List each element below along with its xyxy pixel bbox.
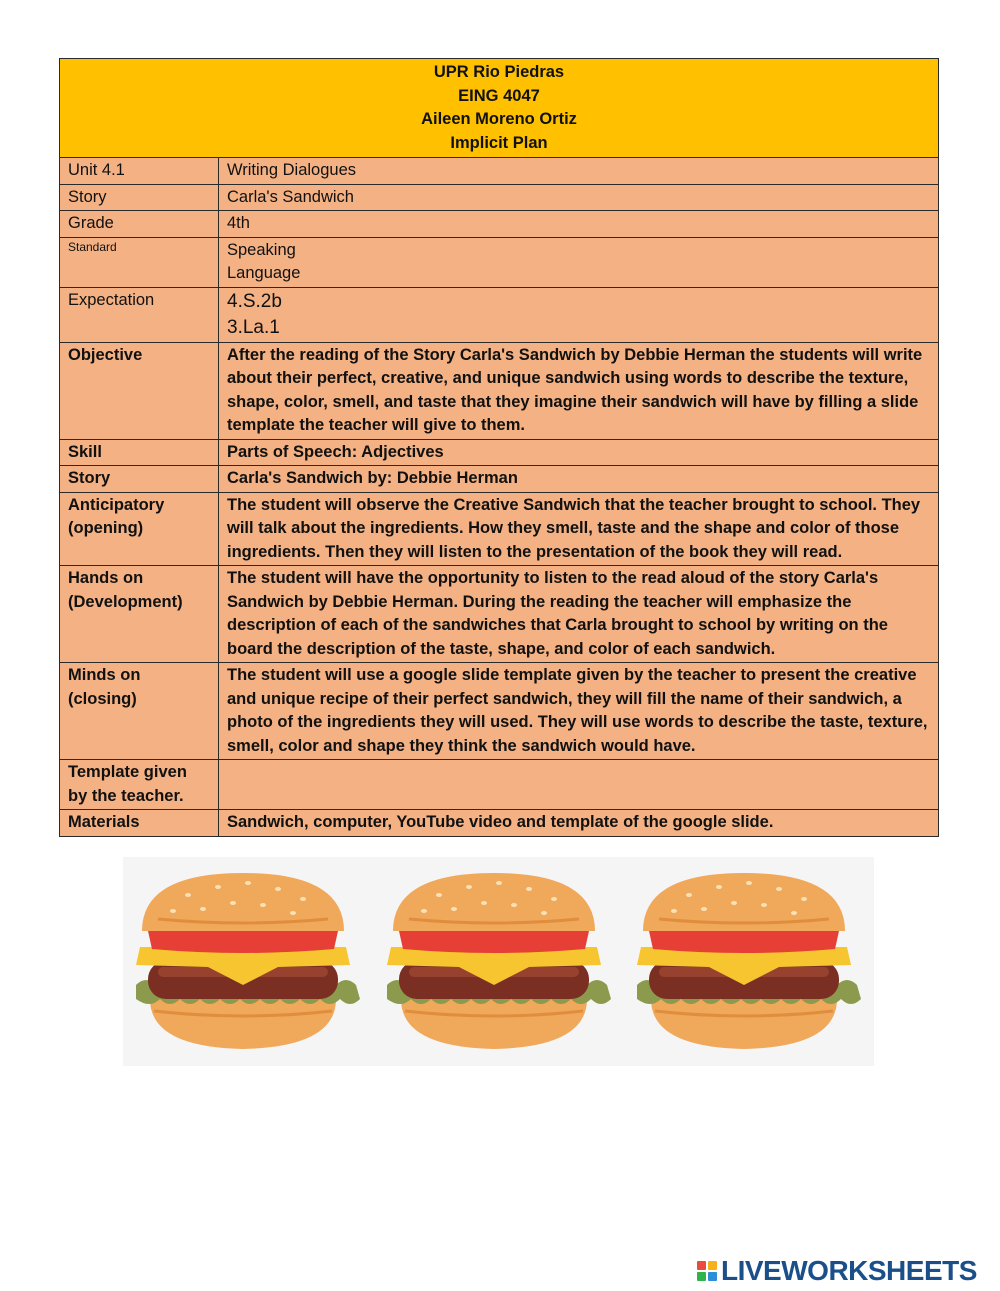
value-grade: 4th bbox=[219, 211, 939, 238]
row-objective bbox=[60, 342, 939, 439]
burger-icon bbox=[136, 873, 360, 1049]
label-unit: Unit 4.1 bbox=[60, 158, 219, 185]
header-institution: UPR Rio Piedras bbox=[433, 63, 565, 81]
label-anticipatory-line2: (opening) bbox=[68, 519, 144, 537]
header-plan-type: Implicit Plan bbox=[450, 133, 548, 152]
row-hands-on bbox=[60, 566, 939, 663]
lesson-plan-table bbox=[59, 58, 939, 837]
label-story-author: Story bbox=[60, 466, 219, 493]
label-grade: Grade bbox=[60, 211, 219, 238]
value-standard bbox=[219, 237, 939, 287]
label-template-line1: Template given bbox=[68, 763, 187, 781]
label-hands-on bbox=[60, 566, 219, 663]
row-story bbox=[60, 184, 939, 211]
row-story-author bbox=[60, 466, 939, 493]
label-hands-on-line2: (Development) bbox=[68, 592, 183, 611]
row-standard bbox=[60, 237, 939, 287]
value-story: Carla's Sandwich bbox=[219, 184, 939, 211]
row-anticipatory bbox=[60, 492, 939, 566]
header-course: EING 4047 bbox=[458, 86, 540, 105]
burger-icon bbox=[387, 873, 611, 1049]
header-row bbox=[60, 59, 939, 158]
row-unit bbox=[60, 158, 939, 185]
row-grade bbox=[60, 211, 939, 238]
value-story-author: Carla's Sandwich by: Debbie Herman bbox=[219, 466, 939, 493]
brand-name: LIVEWORKSHEETS bbox=[721, 1255, 977, 1286]
expectation-code-1: 4.S.2b bbox=[227, 290, 282, 312]
row-template bbox=[60, 760, 939, 810]
label-minds-on-line1: Minds on bbox=[68, 666, 141, 684]
standard-language: Language bbox=[227, 264, 301, 282]
burger-row-graphic bbox=[123, 857, 874, 1066]
value-materials: Sandwich, computer, YouTube video and template of the google slide. bbox=[219, 810, 939, 837]
row-expectation bbox=[60, 287, 939, 342]
row-minds-on bbox=[60, 663, 939, 760]
label-hands-on-line1: Hands on bbox=[68, 569, 144, 587]
label-objective: Objective bbox=[60, 342, 219, 439]
value-hands-on: The student will have the opportunity to listen to the read aloud of the story Carla's Sandwich by Debbie Herman. During the reading the teacher will emphasize the description of each of the sandwiches that Carla brought to school by writing on the board the description of the taste, shape, and color of each sandwich. bbox=[219, 566, 939, 663]
header-cell bbox=[60, 59, 939, 158]
label-standard: Standard bbox=[60, 237, 219, 287]
value-skill: Parts of Speech: Adjectives bbox=[219, 439, 939, 466]
label-minds-on-line2: (closing) bbox=[68, 689, 137, 708]
value-anticipatory: The student will observe the Creative Sandwich that the teacher brought to school. They will talk about the ingredients. How they smell, taste and the shape and color of those ingredients. Then they will listen to the presentation of the book they will read. bbox=[219, 492, 939, 566]
burger-icon bbox=[637, 873, 861, 1049]
value-objective: After the reading of the Story Carla's Sandwich by Debbie Herman the students will write about their perfect, creative, and unique sandwich using words to describe the texture, shape, color, smell, and taste that they imagine their sandwich will have by filling a slide template the teacher will give to them. bbox=[219, 342, 939, 439]
row-materials bbox=[60, 810, 939, 837]
standard-speaking: Speaking bbox=[227, 240, 296, 259]
label-minds-on bbox=[60, 663, 219, 760]
expectation-code-2: 3.La.1 bbox=[227, 316, 280, 338]
label-template bbox=[60, 760, 219, 810]
label-template-line2: by the teacher. bbox=[68, 786, 184, 805]
label-story: Story bbox=[60, 184, 219, 211]
label-anticipatory-line1: Anticipatory bbox=[68, 495, 165, 514]
label-anticipatory bbox=[60, 492, 219, 566]
value-minds-on: The student will use a google slide template given by the teacher to present the creative and unique recipe of their perfect sandwich, they will fill the name of their sandwich, a photo of the ingredients they will used. They will use words to describe the taste, texture, smell, color and shape they think the sandwich would have. bbox=[219, 663, 939, 760]
value-unit: Writing Dialogues bbox=[219, 158, 939, 185]
value-template bbox=[219, 760, 939, 810]
label-expectation: Expectation bbox=[60, 287, 219, 342]
burger-illustration bbox=[123, 857, 874, 1066]
logo-mark-icon bbox=[697, 1261, 717, 1281]
header-author: Aileen Moreno Ortiz bbox=[421, 110, 577, 128]
label-materials: Materials bbox=[60, 810, 219, 837]
label-skill: Skill bbox=[60, 439, 219, 466]
row-skill bbox=[60, 439, 939, 466]
liveworksheets-logo bbox=[697, 1255, 977, 1287]
value-expectation bbox=[219, 287, 939, 342]
